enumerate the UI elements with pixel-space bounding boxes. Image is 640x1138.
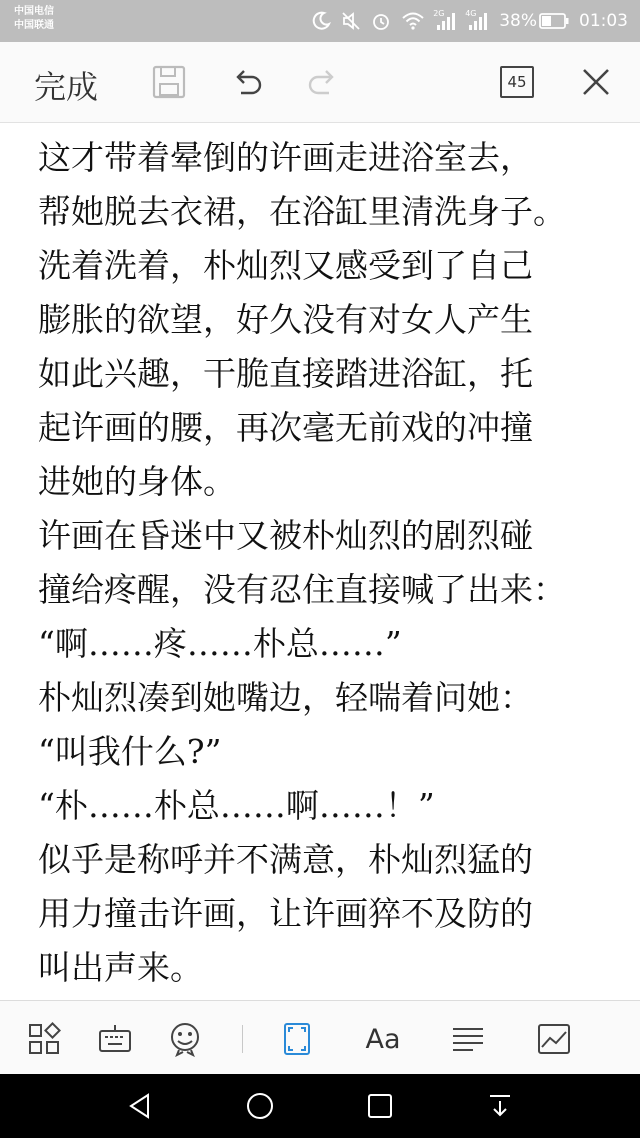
done-button[interactable]: 完成	[34, 68, 99, 106]
back-icon[interactable]	[120, 1088, 160, 1124]
text-line: 叫出声来。	[38, 948, 203, 987]
mute-icon	[341, 11, 361, 31]
carrier-2: 中国联通	[14, 20, 54, 31]
text-line: 撞给疼醒，没有忍住直接喊了出来：	[38, 570, 566, 609]
undo-icon[interactable]	[228, 62, 268, 102]
text-line: “朴……朴总……啊……！”	[38, 786, 435, 825]
text-line: 这才带着晕倒的许画走进浴室去，	[38, 138, 533, 177]
notification-pull-icon[interactable]	[480, 1088, 520, 1124]
carrier-1: 中国电信	[14, 6, 54, 17]
recents-icon[interactable]	[360, 1088, 400, 1124]
status-bar	[0, 0, 640, 42]
text-line: 进她的身体。	[38, 462, 236, 501]
battery-indicator	[499, 11, 569, 31]
toolbar-divider	[242, 1025, 243, 1053]
keyboard-icon[interactable]	[93, 1017, 137, 1061]
text-line: “啊……疼……朴总……”	[38, 624, 402, 663]
format-toolbar	[0, 1000, 640, 1075]
text-line: 帮她脱去衣裙，在浴缸里清洗身子。	[38, 192, 566, 231]
grid-apps-icon[interactable]	[22, 1017, 66, 1061]
wifi-icon	[401, 11, 425, 31]
alarm-icon	[371, 11, 391, 31]
network-1-label: 2G	[433, 9, 445, 18]
page-count: 45	[500, 66, 534, 98]
text-line: 膨胀的欲望，好久没有对女人产生	[38, 300, 533, 339]
text-line: 如此兴趣，干脆直接踏进浴缸，托	[38, 354, 533, 393]
emoji-icon[interactable]	[163, 1017, 207, 1061]
battery-percent: 38%	[499, 11, 537, 31]
editor-toolbar	[0, 42, 640, 123]
clock: 01:03	[579, 11, 628, 31]
battery-icon	[539, 13, 569, 29]
page-count-button[interactable]	[497, 62, 537, 102]
home-icon[interactable]	[240, 1088, 280, 1124]
text-line: “叫我什么?”	[38, 732, 222, 771]
text-line: 起许画的腰，再次毫无前戏的冲撞	[38, 408, 533, 447]
carrier-info	[14, 5, 54, 33]
image-icon[interactable]	[532, 1017, 576, 1061]
text-line: 朴灿烈凑到她嘴边，轻喘着问她：	[38, 678, 533, 717]
fullscreen-icon[interactable]	[275, 1017, 319, 1061]
document-body[interactable]	[0, 123, 640, 1000]
text-line: 似乎是称呼并不满意，朴灿烈猛的	[38, 840, 533, 879]
text-line: 许画在昏迷中又被朴灿烈的剧烈碰	[38, 516, 533, 555]
text-line: 洗着洗着，朴灿烈又感受到了自己	[38, 246, 533, 285]
system-nav-bar	[0, 1074, 640, 1138]
signal-icon-2g	[435, 11, 457, 31]
close-icon[interactable]	[576, 62, 616, 102]
font-icon[interactable]: Aa	[365, 1023, 401, 1055]
network-2-label: 4G	[465, 9, 477, 18]
align-icon[interactable]	[446, 1017, 490, 1061]
signal-icon-4g	[467, 11, 489, 31]
moon-icon	[311, 11, 331, 31]
redo-icon[interactable]	[302, 62, 342, 102]
status-icons	[311, 0, 628, 42]
text-line: 用力撞击许画，让许画猝不及防的	[38, 894, 533, 933]
save-icon[interactable]	[149, 62, 189, 102]
